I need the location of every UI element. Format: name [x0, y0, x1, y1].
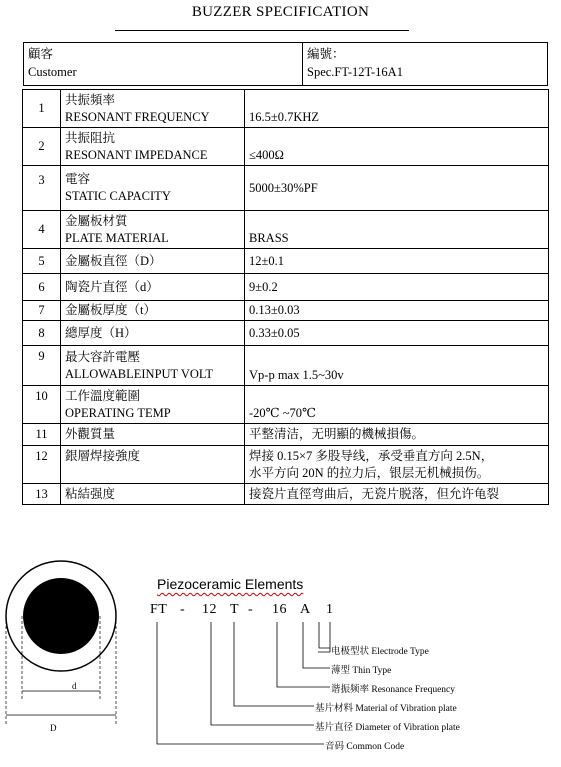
param-value: 5000±30%PF	[245, 166, 549, 211]
row-number: 2	[23, 128, 61, 166]
param-name-en: RESONANT IMPEDANCE	[65, 147, 208, 162]
param-name-zh: 共振頻率	[65, 92, 116, 107]
leader-line	[277, 622, 330, 687]
row-number: 13	[23, 484, 61, 505]
param-name-zh: 陶瓷片直徑（d）	[61, 274, 245, 301]
param-name-zh: 金屬板直徑（D）	[61, 249, 245, 274]
code-part: A	[300, 602, 311, 617]
param-name-en: STATIC CAPACITY	[65, 189, 171, 203]
code-part: -	[248, 602, 254, 617]
label-D: D	[50, 723, 57, 733]
code-part: -	[180, 602, 186, 617]
param-value: 接瓷片直徑弯曲后，无瓷片脱落，但允许龟裂	[245, 484, 549, 505]
param-value: 9±0.2	[245, 274, 549, 301]
legend-thin-type: 薄型 Thin Type	[331, 666, 392, 676]
legend-resonance-frequency: 谐振频率 Resonance Frequency	[331, 685, 455, 695]
leader-line	[234, 622, 314, 706]
param-name-en: RESONANT FREQUENCY	[65, 109, 210, 124]
param-name-en: ALLOWABLEINPUT VOLT	[65, 366, 214, 381]
param-value-line2: 水平方向 20N 的拉力后，银层无机械损伤。	[249, 465, 490, 480]
param-name-zh: 最大容許電壓	[65, 349, 141, 364]
row-number: 5	[23, 249, 61, 274]
param-name-zh: 銀層焊接強度	[61, 446, 245, 484]
leader-line	[319, 622, 330, 648]
param-name-zh: 金屬板材質	[65, 213, 128, 228]
code-part: 12	[202, 602, 217, 617]
row-number: 1	[23, 90, 61, 128]
spec-label-zh: 編號：	[307, 47, 345, 61]
param-value: Vp-p max 1.5~30v	[245, 346, 549, 386]
row-number: 6	[23, 274, 61, 301]
param-value-line1: 焊接 0.15×7 多股导线，承受垂直方向 2.5N，	[249, 448, 494, 463]
param-name-zh: 共振阻抗	[65, 130, 116, 145]
param-name-zh: 總厚度（H）	[61, 321, 245, 346]
param-value: -20℃ ~70℃	[245, 386, 549, 424]
param-name-zh: 外觀質量	[61, 424, 245, 446]
row-number: 11	[23, 424, 61, 446]
code-part: 16	[272, 602, 287, 617]
row-number: 9	[23, 346, 61, 386]
code-part: FT	[150, 602, 168, 617]
leader-line	[157, 622, 324, 744]
param-value: 0.33±0.05	[245, 321, 549, 346]
param-name-zh: 粘結强度	[61, 484, 245, 505]
piezo-title: Piezoceramic Elements	[157, 576, 304, 592]
legend-plate-material: 基片材料 Material of Vibration plate	[315, 704, 457, 714]
param-name-zh: 工作溫度範圍	[65, 388, 141, 403]
row-number: 4	[23, 211, 61, 249]
param-name-zh: 電容	[65, 172, 91, 186]
param-value: 平整清洁，无明顯的機械損傷。	[245, 424, 549, 446]
spec-number: Spec.FT-12T-16A1	[307, 65, 403, 79]
param-value: 12±0.1	[245, 249, 549, 274]
row-number: 10	[23, 386, 61, 424]
legend-common-code: 音码 Common Code	[325, 742, 405, 752]
param-value: 0.13±0.03	[245, 301, 549, 321]
code-part: 1	[326, 602, 334, 617]
legend-plate-diameter: 基片直径 Diameter of Vibration plate	[315, 723, 460, 733]
param-name-en: OPERATING TEMP	[65, 405, 171, 420]
row-number: 3	[23, 166, 61, 211]
legend-electrode-type: 电极型状 Electrode Type	[331, 647, 429, 657]
customer-label-en: Customer	[28, 65, 77, 79]
row-number: 12	[23, 446, 61, 484]
leader-line	[318, 622, 330, 652]
customer-label-zh: 顧客	[28, 47, 54, 61]
row-number: 7	[23, 301, 61, 321]
leader-line	[211, 622, 314, 725]
leader-line	[303, 622, 330, 668]
param-name-en: PLATE MATERIAL	[65, 230, 169, 245]
param-value: ≤400Ω	[245, 128, 549, 166]
param-value: BRASS	[245, 211, 549, 249]
label-d: d	[72, 681, 77, 691]
document-title: BUZZER SPECIFICATION	[191, 4, 370, 20]
code-part: T	[230, 602, 240, 617]
param-value: 16.5±0.7KHZ	[245, 90, 549, 128]
row-number: 8	[23, 321, 61, 346]
param-name-zh: 金屬板厚度（t）	[61, 301, 245, 321]
